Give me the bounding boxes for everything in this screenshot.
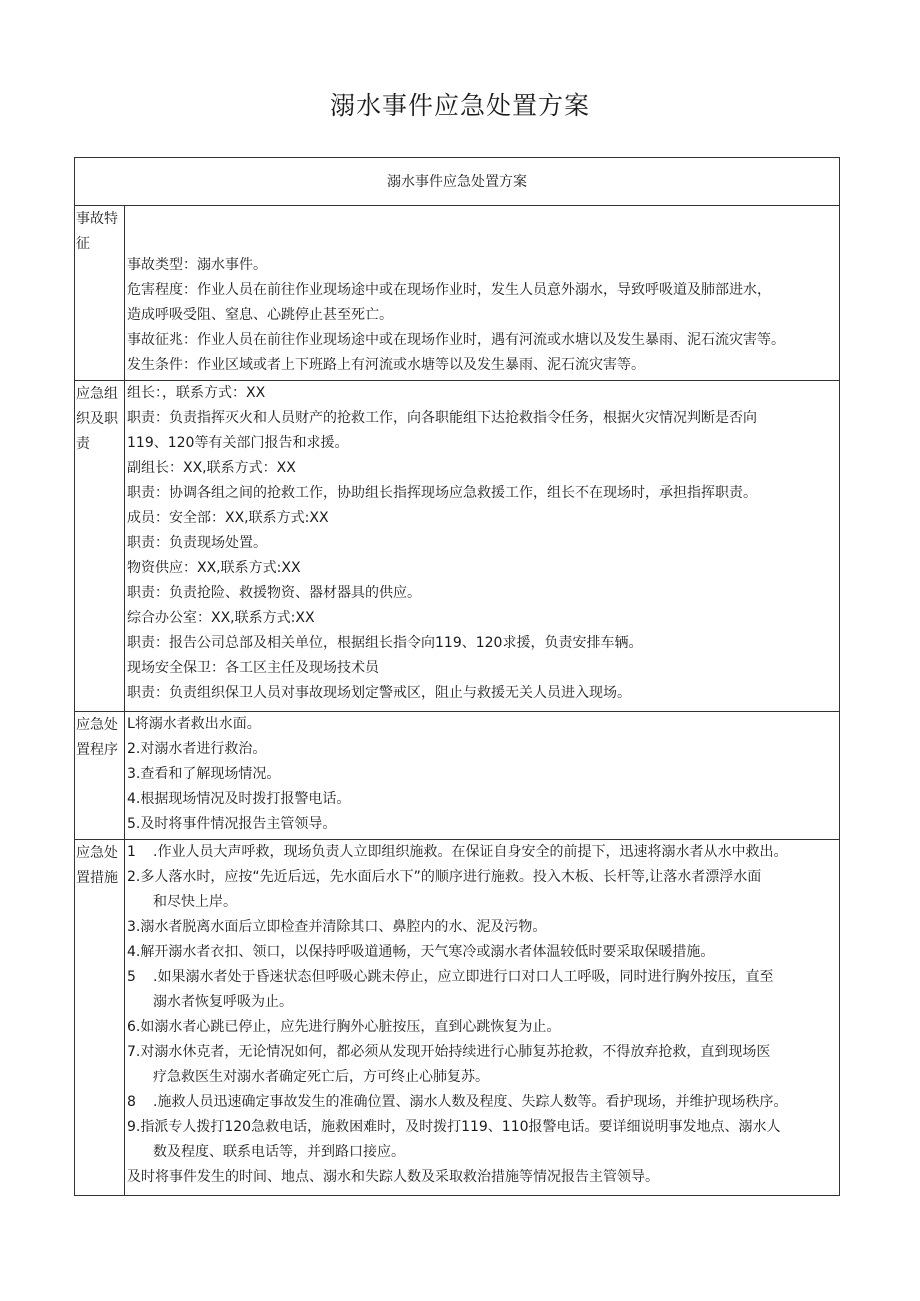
- organization-row: [75, 381, 840, 712]
- organization-line: 副组长：XX,联系方式：XX: [127, 460, 296, 477]
- characteristics-line: 事故征兆：作业人员在前往作业现场途中或在现场作业时，遇有河流或水塘以及发生暴雨、泥石流灾害等。: [127, 332, 785, 348]
- organization-label: 应急组织及职责: [75, 381, 125, 712]
- characteristics-label: 事故特征: [75, 206, 125, 381]
- organization-line: 职责：负责现场处置。: [127, 535, 267, 552]
- measure-continuation: 数及程度、联系电话等，并到路口接应。: [153, 1143, 405, 1160]
- characteristics-content: [125, 206, 840, 381]
- measure-item: 4.解开溺水者衣扣、领口，以保持呼吸道通畅，天气寒冷或溺水者体温较低时要采取保暖措施。: [127, 943, 715, 960]
- measure-item: 6.如溺水者心跳已停止，应先进行胸外心脏按压，直到心跳恢复为止。: [127, 1018, 561, 1035]
- measure-continuation: 溺水者恢复呼吸为止。: [153, 993, 293, 1010]
- measure-item: [127, 840, 839, 865]
- measures-row: [75, 839, 840, 1195]
- organization-line: 职责：负责抢险、救援物资、器材器具的供应。: [127, 585, 421, 602]
- procedure-content: [125, 712, 840, 840]
- plan-table: [74, 157, 840, 1196]
- measure-item: 9.指派专人拨打120急救电话，施救困难时，及时拨打119、110报警电话。要详细说明事发地点、溺水人: [127, 1118, 781, 1135]
- procedure-step: 4.根据现场情况及时拨打报警电话。: [127, 791, 351, 808]
- measure-text: .施救人员迅速确定事故发生的准确位置、溺水人数及程度、失踪人数等。看护现场，并维护现场秩序。: [153, 1093, 788, 1110]
- organization-line: 综合办公室：XX,联系方式:XX: [127, 610, 315, 627]
- measure-number: 8: [127, 1093, 136, 1110]
- measure-number: 5: [127, 968, 136, 985]
- measure-item: [127, 1090, 839, 1115]
- organization-line: 职责：协调各组之间的抢救工作，协助组长指挥现场应急救援工作，组长不在现场时，承担指挥职责。: [127, 485, 757, 502]
- organization-line: 职责：报告公司总部及相关单位，根据组长指令向119、120求援，负责安排车辆。: [127, 635, 643, 652]
- organization-content: [125, 381, 840, 712]
- measure-continuation: 和尽快上岸。: [153, 893, 237, 910]
- organization-line: 现场安全保卫：各工区主任及现场技术员: [127, 660, 379, 677]
- table-header-row: [75, 158, 840, 206]
- measures-content: [125, 839, 840, 1195]
- page-title: 溺水事件应急处置方案: [329, 91, 590, 120]
- procedure-step: L将溺水者救出水面。: [127, 716, 261, 733]
- measure-text: .作业人员大声呼救，现场负责人立即组织施救。在保证自身安全的前提下，迅速将溺水者从水中救出。: [153, 843, 788, 860]
- organization-line: 组长：，联系方式：XX: [127, 385, 266, 402]
- organization-line: 119、120等有关部门报告和求援。: [127, 435, 349, 452]
- procedure-step: 2.对溺水者进行救治。: [127, 741, 267, 758]
- characteristics-row: [75, 206, 840, 381]
- measures-label: 应急处置措施: [75, 839, 125, 1195]
- measure-number: 1: [127, 843, 136, 860]
- measure-item: 7.对溺水休克者，无论情况如何，都必须从发现开始持续进行心肺复苏抢救，不得放弃抢救，直到现场医: [127, 1043, 771, 1060]
- organization-line: 职责：负责指挥灭火和人员财产的抢救工作，向各职能组下达抢救指令任务，根据火灾情况判断是否向: [127, 410, 757, 427]
- measure-text: .如果溺水者处于昏迷状态但呼吸心跳未停止，应立即进行口对口人工呼吸，同时进行胸外按压，直至: [153, 968, 774, 985]
- characteristics-line: 事故类型：溺水事件。: [127, 257, 267, 273]
- characteristics-line: 造成呼吸受阻、窒息、心跳停止甚至死亡。: [127, 307, 393, 323]
- measure-item: [127, 965, 839, 990]
- procedure-row: [75, 712, 840, 840]
- characteristics-line: 危害程度：作业人员在前往作业现场途中或在现场作业时，发生人员意外溺水，导致呼吸道及肺部进水，: [127, 282, 771, 298]
- procedure-step: 5.及时将事件情况报告主管领导。: [127, 816, 337, 833]
- organization-line: 职责：负责组织保卫人员对事故现场划定警戒区，阻止与救援无关人员进入现场。: [127, 685, 631, 702]
- table-header: 溺水事件应急处置方案: [75, 158, 840, 206]
- organization-line: 物资供应：XX,联系方式:XX: [127, 560, 301, 577]
- measures-closing: 及时将事件发生的时间、地点、溺水和失踪人数及采取救治措施等情况报告主管领导。: [127, 1168, 659, 1185]
- measure-item: 2.多人落水时，应按“先近后远，先水面后水下”的顺序进行施救。投入木板、长杆等,让落水者漂浮水面: [127, 868, 762, 885]
- characteristics-line: 发生条件：作业区域或者上下班路上有河流或水塘等以及发生暴雨、泥石流灾害等。: [127, 357, 645, 373]
- measure-item: 3.溺水者脱离水面后立即检查并清除其口、鼻腔内的水、泥及污物。: [127, 918, 547, 935]
- procedure-step: 3.查看和了解现场情况。: [127, 766, 281, 783]
- organization-line: 成员：安全部：XX,联系方式:XX: [127, 510, 329, 527]
- measure-continuation: 疗急救医生对溺水者确定死亡后，方可终止心肺复苏。: [153, 1068, 489, 1085]
- procedure-label: 应急处置程序: [75, 712, 125, 840]
